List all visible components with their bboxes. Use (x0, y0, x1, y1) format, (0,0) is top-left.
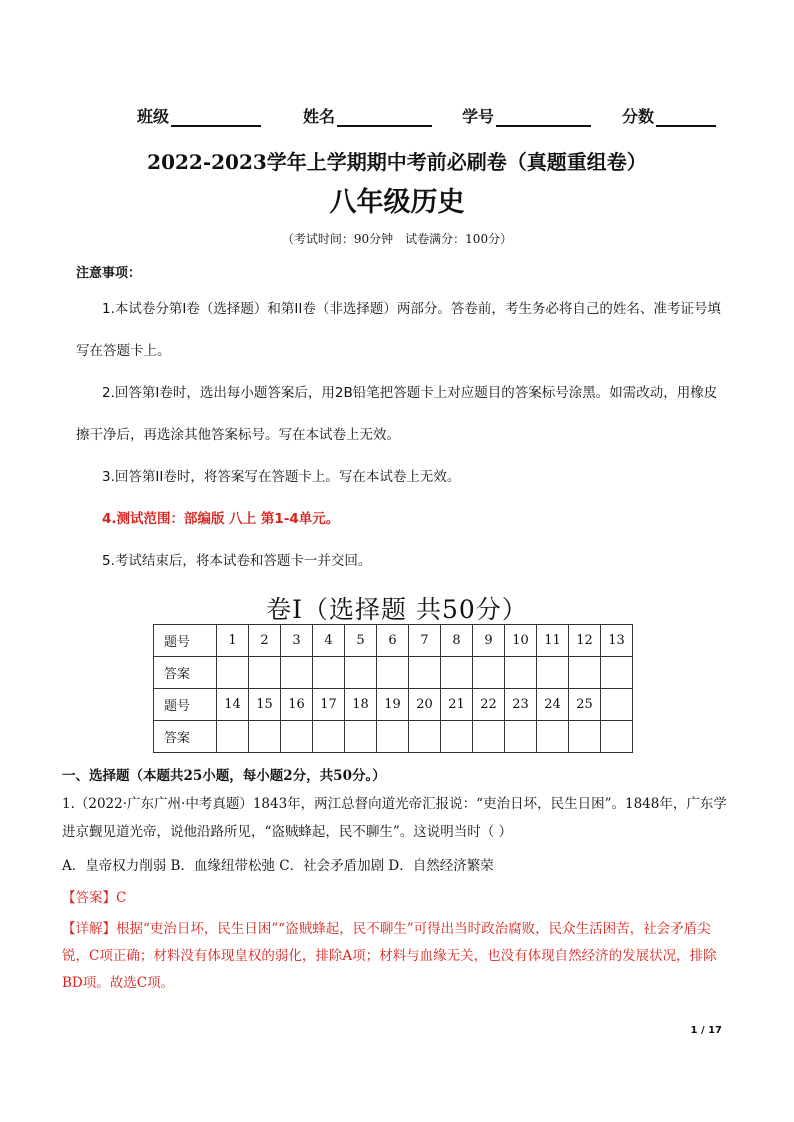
number-cell: 15 (249, 689, 281, 721)
answer-cell[interactable] (409, 721, 441, 753)
number-cell: 2 (249, 625, 281, 657)
number-cell: 24 (537, 689, 569, 721)
notice-item-5: 5.考试结束后，将本试卷和答题卡一并交回。 (102, 553, 372, 569)
exam-info: （考试时间：90分钟 试卷满分：100分） (281, 232, 513, 246)
answer-cell[interactable] (441, 721, 473, 753)
detail-tag: 【详解】 (62, 921, 116, 937)
answer-cell[interactable] (601, 721, 633, 753)
answer-cell[interactable] (313, 721, 345, 753)
answer-cell[interactable] (249, 721, 281, 753)
number-cell: 11 (537, 625, 569, 657)
notice-item-1: 1.本试卷分第I卷（选择题）和第II卷（非选择题）两部分。答卷前，考生务必将自己的姓名、准考证号填写在答题卡上。 (76, 301, 721, 359)
number-cell: 1 (217, 625, 249, 657)
answer-cell[interactable] (441, 657, 473, 689)
table-row (154, 657, 633, 689)
table-row (154, 625, 633, 657)
student-id-blank[interactable] (496, 107, 591, 127)
notice-item-3: 3.回答第II卷时，将答案写在答题卡上。写在本试卷上无效。 (102, 469, 461, 485)
number-cell: 18 (345, 689, 377, 721)
number-cell: 16 (281, 689, 313, 721)
exam-title: 2022-2023学年上学期期中考前必刷卷（真题重组卷） (147, 150, 647, 174)
name-field[interactable]: 姓名 (303, 104, 432, 127)
number-cell: 17 (313, 689, 345, 721)
questions-heading: 一、选择题（本题共25小题，每小题2分，共50分。） (62, 768, 386, 784)
answer-cell[interactable] (281, 657, 313, 689)
question-1-detail (62, 916, 734, 997)
answer-table (153, 624, 633, 753)
number-cell: 9 (473, 625, 505, 657)
class-blank[interactable] (171, 107, 261, 127)
answer-cell[interactable] (281, 721, 313, 753)
number-cell: 3 (281, 625, 313, 657)
answer-label: 答案 (154, 657, 217, 689)
question-1-stem: 1.（2022·广东广州·中考真题）1843年，两江总督向道光帝汇报说：“吏治日坏，民生日困”。1848年，广东学进京觐见道光帝，说他沿路所见，“盗贼蜂起，民不聊生”。这说明当时（ ） (62, 796, 727, 840)
answer-cell[interactable] (473, 657, 505, 689)
answer-cell[interactable] (345, 721, 377, 753)
number-cell: 5 (345, 625, 377, 657)
number-cell: 21 (441, 689, 473, 721)
number-cell: 4 (313, 625, 345, 657)
answer-cell[interactable] (313, 657, 345, 689)
subject-title: 八年级历史 (329, 187, 465, 218)
question-1-options: A．皇帝权力削弱 B．血缘纽带松弛 C．社会矛盾加剧 D．自然经济繁荣 (62, 858, 494, 874)
answer-cell[interactable] (217, 721, 249, 753)
answer-cell[interactable] (473, 721, 505, 753)
number-cell: 6 (377, 625, 409, 657)
answer-cell[interactable] (377, 657, 409, 689)
score-blank[interactable] (656, 107, 716, 127)
notice-heading: 注意事项： (76, 266, 142, 281)
table-row (154, 721, 633, 753)
score-field[interactable]: 分数 (622, 104, 716, 127)
number-cell: 23 (505, 689, 537, 721)
answer-tag: 【答案】 (62, 890, 116, 906)
question-1-answer (62, 886, 126, 906)
answer-cell[interactable] (249, 657, 281, 689)
detail-text: 根据“吏治日坏，民生日困”“盗贼蜂起，民不聊生”可得出当时政治腐败，民众生活困苦，社会矛盾尖锐，C项正确；材料没有体现皇权的弱化，排除A项；材料与血缘无关，也没有体现自然经济的发展状况，排除BD项。故选C项。 (62, 921, 717, 991)
answer-cell[interactable] (569, 721, 601, 753)
answer-cell[interactable] (505, 657, 537, 689)
notice-item-4-scope: 4.测试范围：部编版 八上 第1-4单元。 (102, 511, 340, 527)
answer-cell[interactable] (601, 657, 633, 689)
number-cell: 13 (601, 625, 633, 657)
answer-value: C (116, 890, 127, 906)
number-cell: 20 (409, 689, 441, 721)
number-cell: 14 (217, 689, 249, 721)
student-id-field[interactable]: 学号 (462, 104, 591, 127)
number-label: 题号 (154, 625, 217, 657)
answer-cell[interactable] (569, 657, 601, 689)
number-cell: 25 (569, 689, 601, 721)
answer-cell[interactable] (409, 657, 441, 689)
section-title: 卷I（选择题 共50分） (266, 595, 528, 624)
number-cell: 12 (569, 625, 601, 657)
notice-item-2: 2.回答第I卷时，选出每小题答案后，用2B铅笔把答题卡上对应题目的答案标号涂黑。如需改动，用橡皮擦干净后，再选涂其他答案标号。写在本试卷上无效。 (76, 385, 718, 443)
class-field[interactable]: 班级 (137, 104, 261, 127)
answer-label: 答案 (154, 721, 217, 753)
number-cell: 19 (377, 689, 409, 721)
answer-cell[interactable] (505, 721, 537, 753)
student-info-header (0, 104, 794, 130)
answer-cell[interactable] (345, 657, 377, 689)
number-cell: 22 (473, 689, 505, 721)
page-number: 1 / 17 (690, 1025, 722, 1036)
number-cell (601, 689, 633, 721)
answer-cell[interactable] (217, 657, 249, 689)
answer-cell[interactable] (537, 657, 569, 689)
number-cell: 7 (409, 625, 441, 657)
number-cell: 10 (505, 625, 537, 657)
name-blank[interactable] (337, 107, 432, 127)
answer-cell[interactable] (537, 721, 569, 753)
number-cell: 8 (441, 625, 473, 657)
table-row (154, 689, 633, 721)
answer-cell[interactable] (377, 721, 409, 753)
number-label: 题号 (154, 689, 217, 721)
